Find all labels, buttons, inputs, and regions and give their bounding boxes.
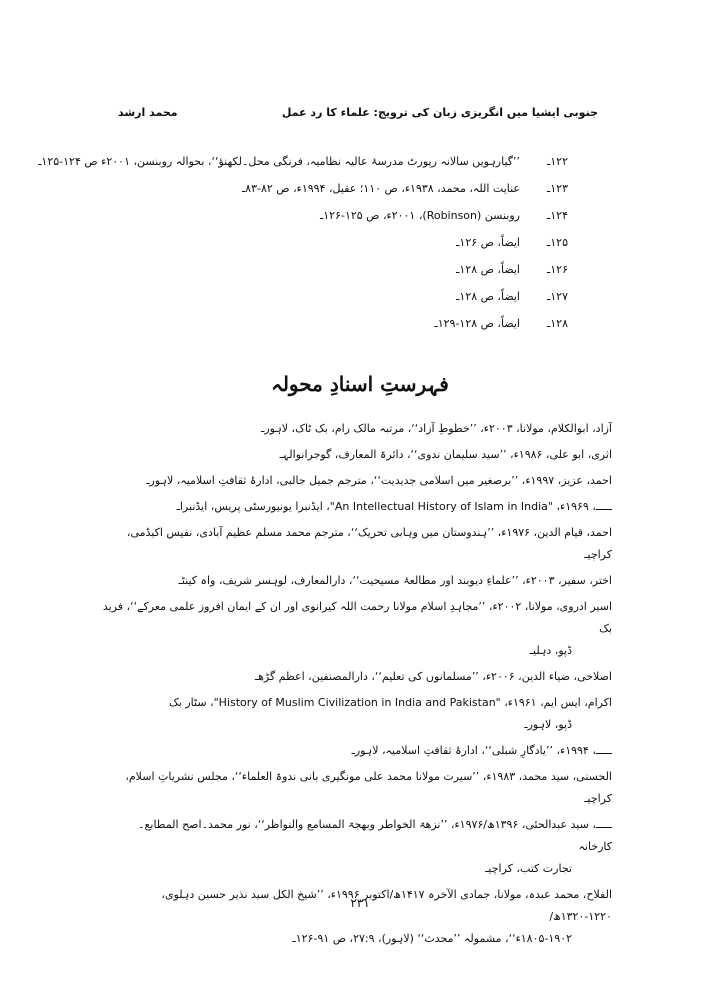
entry-text: اسیر ادروی، مولانا، ۲۰۰۲ء، ’’مجاہدِ اسلام مولانا رحمت اللہ کیرانوی اور ان کے ایمان افروز علمی معرکے‘‘، فرید بک [102, 600, 612, 635]
bibliography-entry [102, 814, 612, 880]
endnote [128, 310, 568, 337]
entry-text: ـــــ، سید عبدالحئی، ۱۳۹۶ھ/۱۹۷۶ء، ’’نزھۃ الخواطر وبھجۃ المسامع والنواظر‘‘، نور محمد۔اصح المطابع۔ کارخانہ [138, 818, 612, 853]
bibliography-entry [102, 692, 612, 736]
bibliography-entry [102, 884, 612, 950]
endnote-text: ’’گیارہویں سالانہ رپورٹ مدرسۂ عالیہ نظامیہ، فرنگی محل۔لکھنؤ‘‘، بحوالہ روبنسن، ۲۰۰۱ء ص ۱۲۴-۱۲۵ـ [38, 155, 520, 168]
endnote-text: ایضاً، ص ۱۲۸ـ [456, 290, 520, 303]
entry-text: اصلاحی، ضیاء الدین، ۲۰۰۶ء، ’’مسلمانوں کی تعلیم‘‘، دارالمصنفین، اعظم گڑھـ [254, 670, 612, 683]
entry-continuation: تجارت کتب، کراچیـ [485, 862, 572, 875]
endnote-text: ایضاً، ص ۱۲۸-۱۲۹ـ [434, 317, 520, 330]
endnote-number: ۱۲۳ـ [547, 182, 568, 195]
entry-continuation: ڈپو، لاہورـ [524, 718, 572, 731]
bibliography-entry [102, 766, 612, 810]
endnote-number: ۱۲۴ـ [547, 209, 568, 222]
endnote [128, 256, 568, 283]
endnotes-list [38, 148, 568, 337]
endnote [38, 148, 568, 175]
endnote-number: ۱۲۷ـ [547, 290, 568, 303]
bibliography-entry [102, 570, 612, 592]
endnote [128, 175, 568, 202]
endnote-text: روبنسن (Robinson)، ۲۰۰۱ء، ص ۱۲۵-۱۲۶ـ [320, 209, 520, 222]
bibliography-list [102, 418, 612, 954]
header-author: محمد ارشد [118, 106, 178, 119]
bibliography-entry [102, 470, 612, 492]
bibliography-entry [102, 444, 612, 466]
header-title: جنوبی ایشیا میں انگریزی زبان کی ترویج: علماء کا رد عمل [281, 106, 598, 119]
endnote-number: ۱۲۵ـ [547, 236, 568, 249]
bibliography-entry [102, 666, 612, 688]
endnote-number: ۱۲۲ـ [547, 155, 568, 168]
entry-text: ـــــ، ۱۹۶۹ء، "An Intellectual History of Islam in India"، ایڈنبرا یونیورسٹی پریس، ایڈنبراـ [176, 500, 612, 513]
bibliography-entry [102, 418, 612, 440]
bibliography-entry [102, 596, 612, 662]
entry-continuation: ڈپو، دہلیـ [529, 644, 572, 657]
entry-text: الفلاح، محمد عبدہ، مولانا، جمادی الآخرہ ۱۴۱۷ھ/اکتوبر ۱۹۹۶ء، ’’شیخ الکل سید نذیر حسین دہلوی، ۱۲۲۰-۱۳۲۰ھ/ [161, 888, 612, 923]
endnote-text: ایضاً، ص ۱۲۸ـ [456, 263, 520, 276]
entry-text: الحسنی، سید محمد، ۱۹۸۳ء، ’’سیرت مولانا محمد علی مونگیری بانی ندوۃ العلماء‘‘، مجلس نشریاتِ اسلام، کراچیـ [125, 770, 612, 805]
entry-text: اثری، ابو علی، ۱۹۸۶ء، ’’سید سلیمان ندوی‘‘، دائرۃ المعارف، گوجرانوالہـ [279, 448, 612, 461]
bibliography-entry [102, 496, 612, 518]
endnote-text: عنایت اللہ، محمد، ۱۹۳۸ء، ص ۱۱۰؛ عقیل، ۱۹۹۴ء، ص ۸۲-۸۳ـ [241, 182, 520, 195]
endnote-number: ۱۲۶ـ [547, 263, 568, 276]
endnote [128, 229, 568, 256]
bibliography-entry [102, 522, 612, 566]
entry-text: احمد، عزیز، ۱۹۹۷ء، ’’برصغیر میں اسلامی جدیدیت‘‘، مترجم جمیل جالبی، ادارۂ ثقافتِ اسلامیہ، لاہورـ [146, 474, 612, 487]
entry-text: آزاد، ابوالکلام، مولانا، ۲۰۰۳ء، ’’خطوطِ آزاد‘‘، مرتبہ مالک رام، بک ٹاک، لاہورـ [261, 422, 612, 435]
page-number: ۲۳۱ [350, 896, 370, 910]
endnote [128, 202, 568, 229]
endnote-text: ایضاً، ص ۱۲۶ـ [456, 236, 520, 249]
bibliography-entry [102, 740, 612, 762]
entry-text: اختر، سفیر، ۲۰۰۳ء، ’’علماءِ دیوبند اور مطالعۂ مسیحیت‘‘، دارالمعارف، لوہسر شریف، واہ کینٹـ [178, 574, 612, 587]
entry-text: ـــــ، ۱۹۹۴ء، ’’یادگارِ شبلی‘‘، ادارۂ ثقافتِ اسلامیہ، لاہورـ [351, 744, 612, 757]
entry-text: اکرام، ایس ایم، ۱۹۶۱ء، "History of Muslim Civilization in India and Pakistan"، سٹار بک [168, 696, 612, 709]
running-header [118, 106, 598, 126]
bibliography-heading: فہرستِ اسنادِ محولہ [271, 372, 449, 396]
entry-continuation: ۱۸۰۵-۱۹۰۲ء‘‘، مشمولہ ’’محدث‘‘ (لاہور)، ۲۷:۹، ص ۹۱-۱۲۶ـ [292, 932, 572, 945]
entry-text: احمد، قیام الدین، ۱۹۷۶ء، ’’ہندوستان میں وہابی تحریک‘‘، مترجم محمد مسلم عظیم آبادی، نفیس اکیڈمی، کراچیـ [126, 526, 612, 561]
endnote [128, 283, 568, 310]
endnote-number: ۱۲۸ـ [547, 317, 568, 330]
